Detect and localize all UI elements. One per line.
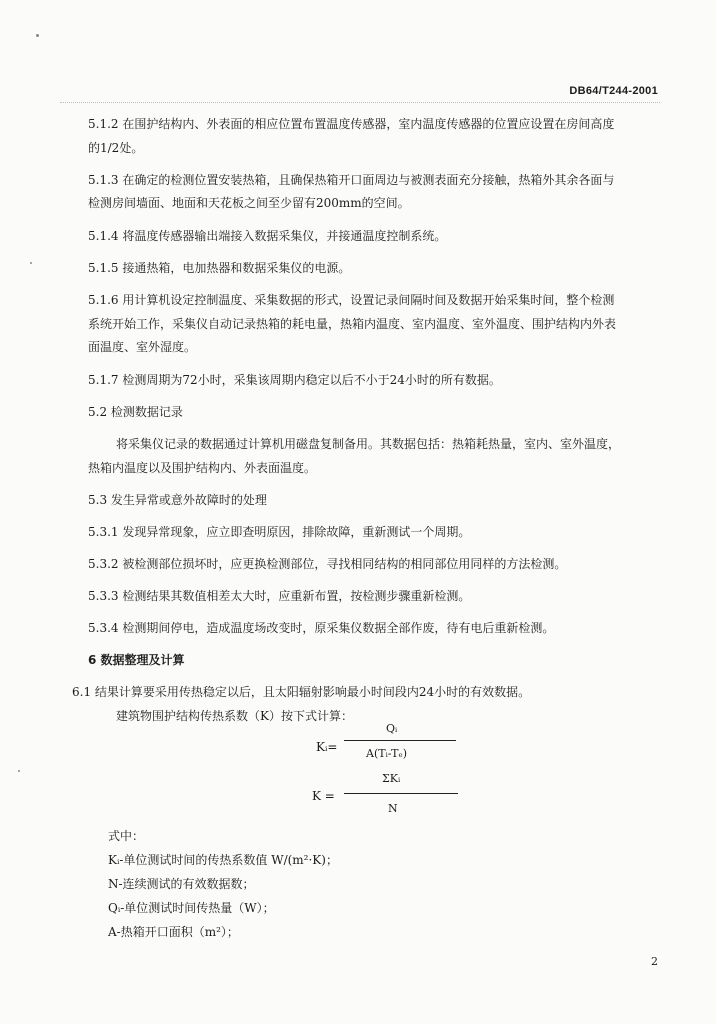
definition-a: A-热箱开口面积（m²）； [108,925,239,939]
definitions-intro: 式中： [108,829,145,843]
clause-5-3-4: 5.3.4 检测期间停电，造成温度场改变时，原采集仪数据全部作废，待有电后重新检测。 [88,621,555,635]
section-5-2-title: 5.2 检测数据记录 [88,405,183,419]
clause-5-1-6-line-2: 系统开始工作，采集仪自动记录热箱的耗电量，热箱内温度、室内温度、室外温度、围护结构内外表 [88,317,617,331]
formula-2-denominator: N [388,802,398,815]
clause-5-1-4: 5.1.4 将温度传感器输出端接入数据采集仪，并接通温度控制系统。 [88,229,447,243]
clause-5-1-3-line-2: 检测房间墙面、地面和天花板之间至少留有200mm的空间。 [88,196,410,210]
clause-5-1-5: 5.1.5 接通热箱，电加热器和数据采集仪的电源。 [88,261,351,275]
clause-5-1-6-line-3: 面温度、室外湿度。 [88,340,197,354]
clause-5-1-7: 5.1.7 检测周期为72小时，采集该周期内稳定以后不小于24小时的所有数据。 [88,373,501,387]
clause-5-1-6-line-1: 5.1.6 用计算机设定控制温度、采集数据的形式，设置记录间隔时间及数据开始采集时间，整个检测 [88,293,615,307]
formula-1-numerator: Qᵢ [386,722,398,735]
scan-speck [30,262,32,264]
clause-5-1-3-line-1: 5.1.3 在确定的检测位置安装热箱，且确保热箱开口面周边与被测表面充分接触，热箱外其余各面与 [88,173,615,187]
page-number: 2 [651,955,658,968]
definition-qi: Qᵢ-单位测试时间传热量（W）； [108,901,275,915]
section-5-2-para-line-1: 将采集仪记录的数据通过计算机用磁盘复制备用。其数据包括：热箱耗热量，室内、室外温度， [116,437,621,451]
formula-1-fraction-bar [344,740,456,741]
formula-1-lhs: Kᵢ= [316,740,338,754]
clause-5-3-2: 5.3.2 被检测部位损坏时，应更换检测部位，寻找相同结构的相同部位用同样的方法检测。 [88,557,567,571]
formula-2-numerator: ΣKᵢ [382,772,401,785]
header-rule [60,102,660,103]
section-6-heading: 6 数据整理及计算 [88,653,185,667]
formula-intro: 建筑物围护结构传热系数（K）按下式计算： [116,709,353,723]
formula-2-lhs: K = [312,789,335,803]
section-5-3-title: 5.3 发生异常或意外故障时的处理 [88,493,267,507]
clause-5-3-1: 5.3.1 发现异常现象，应立即查明原因，排除故障，重新测试一个周期。 [88,525,471,539]
definition-ki: Kᵢ-单位测试时间的传热系数值 W/(m²·K)； [108,853,338,867]
standard-code: DB64/T244-2001 [569,85,658,97]
clause-5-1-2-line-1: 5.1.2 在围护结构内、外表面的相应位置布置温度传感器，室内温度传感器的位置应设置在房间高度 [88,117,615,131]
section-5-2-para-line-2: 热箱内温度以及围护结构内、外表面温度。 [88,461,317,475]
clause-5-3-3: 5.3.3 检测结果其数值相差太大时，应重新布置，按检测步骤重新检测。 [88,589,471,603]
scan-speck [36,34,39,37]
clause-5-1-2-line-2: 的1/2处。 [88,141,144,155]
formula-2-fraction-bar [344,793,458,794]
definition-n: N-连续测试的有效数据数； [108,877,255,891]
clause-6-1: 6.1 结果计算要采用传热稳定以后，且太阳辐射影响最小时间段内24小时的有效数据。 [72,685,531,699]
formula-1-denominator: A(Tᵢ-Tₑ) [366,747,407,760]
scan-speck [18,770,20,772]
